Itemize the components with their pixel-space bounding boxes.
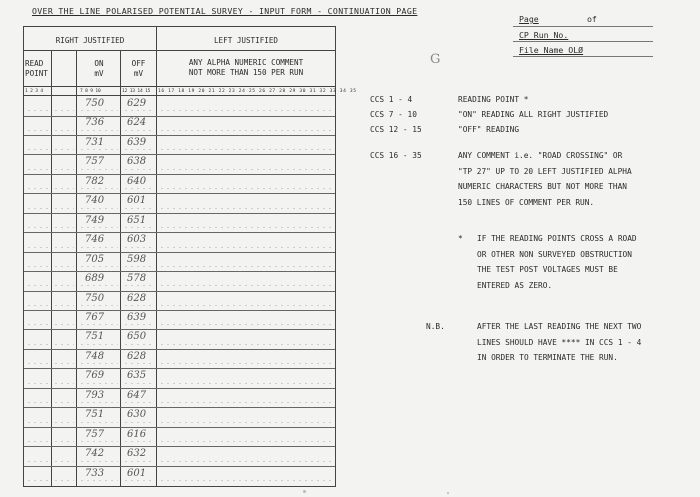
char-box-guide	[53, 285, 74, 286]
off-reading[interactable]: 603	[127, 234, 147, 246]
char-box-guide	[159, 266, 333, 267]
ccs-digits-1-4: 1 2 3 4	[25, 89, 43, 94]
char-box-guide	[159, 480, 333, 481]
on-unit: mV	[94, 69, 104, 78]
char-box-guide	[123, 402, 154, 403]
char-box-guide	[53, 169, 74, 170]
on-reading[interactable]: 793	[85, 389, 105, 401]
char-box-guide	[26, 461, 50, 462]
ccs-16-line: NUMERIC CHARACTERS BUT NOT MORE THAN	[458, 182, 627, 192]
off-reading[interactable]: 629	[127, 98, 147, 109]
char-box-guide	[79, 480, 118, 481]
ccs-16-line: ANY COMMENT i.e. "ROAD CROSSING" OR	[458, 151, 623, 160]
table-row[interactable]	[24, 388, 335, 407]
off-reading[interactable]: 639	[127, 136, 147, 148]
table-row[interactable]	[24, 291, 335, 310]
char-box-guide	[53, 363, 74, 364]
table-row[interactable]	[24, 349, 335, 368]
char-box-guide	[26, 188, 50, 189]
table-row[interactable]	[24, 232, 335, 251]
char-box-guide	[123, 422, 154, 423]
char-box-guide	[53, 383, 74, 384]
char-box-guide	[53, 208, 74, 209]
table-row[interactable]	[24, 310, 335, 329]
star-marker: *	[458, 234, 463, 243]
right-justified-header: RIGHT JUSTIFIED	[55, 36, 125, 45]
header-divider	[24, 50, 335, 51]
char-box-guide	[26, 363, 50, 364]
off-reading[interactable]: 640	[127, 175, 147, 187]
ccs-16-desc	[458, 148, 632, 210]
char-box-guide	[53, 480, 74, 481]
page-rule	[513, 26, 653, 27]
file-name-field[interactable]: File Name OLØ	[519, 45, 584, 55]
read-point-header	[24, 59, 52, 79]
cp-run-rule	[513, 41, 653, 42]
char-box-guide	[26, 227, 50, 228]
ccs-desc: "OFF" READING	[458, 125, 520, 134]
char-box-guide	[123, 305, 154, 306]
table-row[interactable]	[24, 115, 335, 134]
on-reading[interactable]: 757	[85, 156, 105, 168]
char-box-guide	[53, 247, 74, 248]
char-box-guide	[26, 266, 50, 267]
off-reading[interactable]: 651	[127, 214, 147, 226]
star-note-line: THE TEST POST VOLTAGES MUST BE	[477, 265, 618, 275]
char-box-guide	[53, 305, 74, 306]
on-reading[interactable]: 751	[85, 409, 105, 421]
off-reading[interactable]: 616	[127, 428, 147, 440]
char-box-guide	[26, 149, 50, 150]
char-box-guide	[79, 363, 118, 364]
char-box-guide	[53, 344, 74, 345]
off-reading[interactable]: 632	[127, 448, 147, 460]
star-note-line: OR OTHER NON SURVEYED OBSTRUCTION	[477, 249, 632, 259]
char-box-guide	[159, 305, 333, 306]
char-box-guide	[26, 480, 50, 481]
cp-run-field[interactable]: CP Run No.	[519, 30, 569, 40]
char-box-guide	[123, 188, 154, 189]
off-reading[interactable]: 601	[127, 195, 147, 207]
char-box-guide	[53, 461, 74, 462]
nb-note-line: IN ORDER TO TERMINATE THE RUN.	[477, 353, 618, 363]
table-row[interactable]	[24, 193, 335, 212]
table-row[interactable]	[24, 368, 335, 387]
off-reading[interactable]: 635	[127, 370, 147, 382]
char-box-guide	[159, 208, 333, 209]
comment-header-line2: NOT MORE THAN 150 PER RUN	[188, 68, 304, 77]
char-box-guide	[123, 383, 154, 384]
margin-mark: G	[430, 52, 441, 67]
off-reading[interactable]: 630	[127, 409, 147, 421]
on-reading[interactable]: 767	[85, 311, 105, 323]
char-box-guide	[79, 247, 118, 248]
ccs-code: CCS 16 - 35	[370, 151, 422, 160]
char-box-guide	[26, 324, 50, 325]
file-name-rule	[513, 56, 653, 57]
table-row[interactable]	[24, 466, 335, 485]
char-box-guide	[159, 363, 333, 364]
char-box-guide	[159, 110, 333, 111]
char-box-guide	[159, 422, 333, 423]
char-box-guide	[159, 383, 333, 384]
nb-note-line: AFTER THE LAST READING THE NEXT TWO	[477, 322, 642, 331]
char-box-guide	[159, 285, 333, 286]
char-box-guide	[53, 422, 74, 423]
char-box-guide	[53, 130, 74, 131]
ccs-digits-7-10: 7 8 9 10	[80, 89, 101, 94]
page-label: Page	[519, 14, 539, 24]
char-box-guide	[123, 110, 154, 111]
char-box-guide	[79, 285, 118, 286]
char-box-guide	[123, 441, 154, 442]
on-mv-header	[79, 59, 119, 79]
char-box-guide	[159, 188, 333, 189]
table-row[interactable]	[24, 213, 335, 232]
table-row[interactable]	[24, 407, 335, 426]
char-box-guide	[123, 266, 154, 267]
char-box-guide	[79, 149, 118, 150]
char-box-guide	[123, 461, 154, 462]
read-label: READ	[25, 59, 44, 68]
table-row[interactable]	[24, 427, 335, 446]
table-row[interactable]	[24, 329, 335, 348]
char-box-guide	[79, 461, 118, 462]
char-box-guide	[26, 422, 50, 423]
char-box-guide	[79, 383, 118, 384]
off-reading[interactable]: 624	[127, 117, 147, 129]
off-reading[interactable]: 639	[127, 311, 147, 323]
input-form-grid	[23, 26, 357, 487]
char-box-guide	[53, 402, 74, 403]
char-box-guide	[79, 227, 118, 228]
char-box-guide	[79, 208, 118, 209]
char-box-guide	[159, 324, 333, 325]
char-box-guide	[159, 461, 333, 462]
char-box-guide	[26, 285, 50, 286]
ccs-digits-16-35: 16 17 18 19 20 21 22 23 24 25 26 27 28 29 30 31 32 33 34 35	[158, 89, 357, 94]
on-reading[interactable]: 731	[85, 136, 105, 148]
char-box-guide	[79, 402, 118, 403]
page-title: OVER THE LINE POLARISED POTENTIAL SURVEY - INPUT FORM - CONTINUATION PAGE	[32, 6, 418, 16]
char-box-guide	[26, 383, 50, 384]
char-box-guide	[79, 188, 118, 189]
char-box-guide	[123, 480, 154, 481]
off-reading[interactable]: 578	[127, 273, 147, 285]
off-reading[interactable]: 650	[127, 331, 147, 343]
char-box-guide	[26, 110, 50, 111]
on-reading[interactable]: 749	[85, 214, 105, 226]
char-box-guide	[123, 285, 154, 286]
off-reading[interactable]: 638	[127, 156, 147, 168]
ccs-digits-12-15: 12 13 14 15	[122, 89, 151, 94]
char-box-guide	[26, 130, 50, 131]
char-box-guide	[26, 169, 50, 170]
on-reading[interactable]: 769	[85, 370, 105, 382]
on-reading[interactable]: 757	[85, 428, 105, 440]
on-reading[interactable]: 689	[85, 273, 105, 285]
char-box-guide	[79, 344, 118, 345]
ccs-16-line: 150 LINES OF COMMENT PER RUN.	[458, 197, 595, 207]
on-reading[interactable]: 782	[85, 175, 105, 187]
char-box-guide	[53, 324, 74, 325]
on-label: ON	[94, 59, 104, 68]
char-box-guide	[53, 441, 74, 442]
ccs-desc: "ON" READING ALL RIGHT JUSTIFIED	[458, 110, 609, 119]
char-box-guide	[53, 110, 74, 111]
char-box-guide	[26, 247, 50, 248]
on-reading[interactable]: 740	[85, 195, 105, 207]
star-note-line: ENTERED AS ZERO.	[477, 280, 553, 290]
char-box-guide	[26, 402, 50, 403]
on-reading[interactable]: 750	[85, 292, 105, 304]
on-reading[interactable]: 751	[85, 331, 105, 343]
char-box-guide	[159, 227, 333, 228]
char-box-guide	[26, 305, 50, 306]
off-reading[interactable]: 628	[127, 350, 147, 362]
off-label: OFF	[131, 59, 146, 68]
table-row[interactable]	[24, 446, 335, 465]
on-reading[interactable]: 748	[85, 350, 105, 362]
char-box-guide	[79, 422, 118, 423]
ccs-desc: READING POINT *	[458, 95, 529, 104]
ccs-16-line: "TP 27" UP TO 20 LEFT JUSTIFIED ALPHA	[458, 166, 632, 176]
table-row[interactable]	[24, 252, 335, 271]
char-box-guide	[123, 227, 154, 228]
page-number-field[interactable]	[519, 14, 539, 24]
comment-header-line1: ANY ALPHA NUMERIC COMMENT	[188, 58, 304, 67]
char-box-guide	[26, 441, 50, 442]
char-box-guide	[159, 441, 333, 442]
star-note-line: IF THE READING POINTS CROSS A ROAD	[477, 234, 637, 243]
char-box-guide	[123, 169, 154, 170]
nb-marker: N.B.	[426, 322, 445, 331]
off-reading[interactable]: 598	[127, 253, 147, 265]
ccs-code: CCS 1 - 4	[370, 95, 413, 104]
nb-note-line: LINES SHOULD HAVE **** IN CCS 1 - 4	[477, 337, 642, 347]
table-row[interactable]	[24, 96, 335, 115]
off-reading[interactable]: 628	[127, 292, 147, 304]
off-unit: mV	[133, 69, 144, 78]
char-box-guide	[53, 266, 74, 267]
char-box-guide	[159, 247, 333, 248]
off-mv-header	[121, 59, 156, 79]
char-box-guide	[159, 169, 333, 170]
char-box-guide	[159, 130, 333, 131]
char-box-guide	[123, 130, 154, 131]
char-box-guide	[26, 208, 50, 209]
on-reading[interactable]: 742	[85, 448, 105, 460]
ccs-code: CCS 7 - 10	[370, 110, 417, 119]
left-justified-header: LEFT JUSTIFIED	[213, 36, 278, 45]
paper-speck	[447, 492, 449, 494]
table-row[interactable]	[24, 174, 335, 193]
table-row[interactable]	[24, 154, 335, 173]
on-reading[interactable]: 736	[85, 117, 105, 129]
char-box-guide	[79, 441, 118, 442]
on-reading[interactable]: 705	[85, 253, 105, 265]
off-reading[interactable]: 601	[127, 467, 147, 479]
char-box-guide	[159, 149, 333, 150]
char-box-guide	[79, 169, 118, 170]
char-box-guide	[79, 305, 118, 306]
paper-speck	[303, 490, 306, 493]
on-reading[interactable]: 733	[85, 467, 105, 479]
char-box-guide	[79, 324, 118, 325]
char-box-guide	[79, 266, 118, 267]
char-box-guide	[123, 344, 154, 345]
char-box-guide	[123, 208, 154, 209]
char-box-guide	[123, 324, 154, 325]
of-label: of	[587, 14, 597, 24]
char-box-guide	[79, 110, 118, 111]
ccs-code: CCS 12 - 15	[370, 125, 422, 134]
on-reading[interactable]: 746	[85, 234, 105, 246]
char-box-guide	[53, 227, 74, 228]
char-box-guide	[123, 247, 154, 248]
char-box-guide	[159, 344, 333, 345]
char-box-guide	[159, 402, 333, 403]
char-box-guide	[53, 188, 74, 189]
on-reading[interactable]: 750	[85, 98, 105, 109]
char-box-guide	[123, 149, 154, 150]
off-reading[interactable]: 647	[127, 389, 147, 401]
point-label: POINT	[25, 69, 48, 78]
char-box-guide	[26, 344, 50, 345]
ccs-divider-top	[24, 86, 335, 87]
char-box-guide	[123, 363, 154, 364]
table-row[interactable]	[24, 135, 335, 154]
char-box-guide	[79, 130, 118, 131]
char-box-guide	[53, 149, 74, 150]
comment-header	[156, 58, 336, 78]
table-row[interactable]	[24, 271, 335, 290]
